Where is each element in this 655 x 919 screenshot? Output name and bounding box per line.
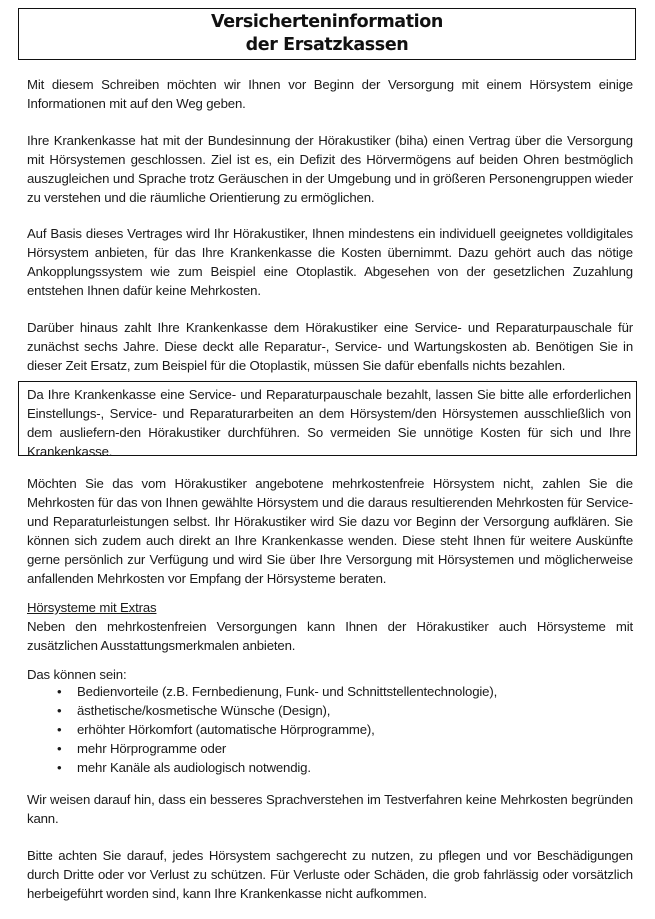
bullet-icon: •	[57, 722, 62, 737]
paragraph-basis: Auf Basis dieses Vertrages wird Ihr Hörakustiker, Ihnen mindestens ein individuell geeignetes volldigitales Hörsystem anbieten, für das Ihre Krankenkasse die Kosten übernimmt. Dazu gehört auch das nötige Ankopplungssystem wie zum Beispiel eine Otoplastik. Abgesehen von der gesetzlichen Zuzahlung entstehen Ihnen dafür keine Mehrkosten.	[27, 226, 633, 298]
paragraph-contract: Ihre Krankenkasse hat mit der Bundesinnung der Hörakustiker (biha) einen Vertrag über die Versorgung mit Hörsystemen geschlossen. Ziel ist es, ein Defizit des Hörvermögens auf beiden Ohren bestmöglich auszugleichen und Sprache trotz Geräuschen in der Umgebung und in größeren Personengruppen wieder zu verstehen und die räumliche Orientierung zu ermöglichen.	[27, 133, 633, 205]
bullet-icon: •	[57, 684, 62, 699]
list-item-text: Bedienvorteile (z.B. Fernbedienung, Funk- und Schnittstellentechnologie),	[77, 684, 498, 699]
list-item	[27, 701, 497, 720]
bullet-icon: •	[57, 741, 62, 756]
list-item	[27, 720, 497, 739]
list-item	[27, 758, 497, 777]
list-item	[27, 739, 497, 758]
paragraph-extra-costs: Möchten Sie das vom Hörakustiker angebotene mehrkostenfreie Hörsystem nicht, zahlen Sie die Mehrkosten für das von Ihnen gewählte Hörsystem und die daraus resultierenden Mehrkosten für Service- und Reparaturleistungen selbst. Ihr Hörakustiker wird Sie dazu vor Beginn der Versorgung aufklären. Sie können sich zudem auch direkt an Ihre Krankenkasse wenden. Diese steht Ihnen für weitere Auskünfte gerne persönlich zur Verfügung und wird Sie über Ihre Versorgung mit Hörsystemen und möglicherweise anfallenden Mehrkosten vor Empfang der Hörsysteme beraten.	[27, 476, 633, 586]
extras-list	[27, 682, 497, 777]
document-title-line2: der Ersatzkassen	[245, 35, 409, 55]
document-title-line1: Versicherteninformation	[211, 12, 443, 32]
paragraph-extras-text: Neben den mehrkostenfreien Versorgungen kann Ihnen der Hörakustiker auch Hörsysteme mit zusätzlichen Ausstattungsmerkmalen anbieten.	[27, 619, 633, 653]
list-item-text: mehr Kanäle als audiologisch notwendig.	[77, 760, 311, 775]
section-heading-extras: Hörsysteme mit Extras	[27, 600, 157, 615]
paragraph-intro: Mit diesem Schreiben möchten wir Ihnen vor Beginn der Versorgung mit einem Hörsystem einige Informationen mit auf den Weg geben.	[27, 77, 633, 111]
list-item-text: erhöhter Hörkomfort (automatische Hörprogramme),	[77, 722, 375, 737]
bullet-icon: •	[57, 760, 62, 775]
bullet-icon: •	[57, 703, 62, 718]
notice-box	[18, 381, 637, 459]
list-item-text: ästhetische/kosmetische Wünsche (Design),	[77, 703, 331, 718]
paragraph-care-note: Bitte achten Sie darauf, jedes Hörsystem sachgerecht zu nutzen, zu pflegen und vor Beschädigungen durch Dritte oder vor Verlust zu schützen. Für Verluste oder Schäden, die grob fahrlässig oder vorsätzlich herbeigeführt worden sind, kann Ihre Krankenkasse nicht aufkommen.	[27, 848, 633, 901]
list-item-text: mehr Hörprogramme oder	[77, 741, 227, 756]
paragraph-speech-note: Wir weisen darauf hin, dass ein besseres Sprachverstehen im Testverfahren keine Mehrkosten begründen kann.	[27, 792, 633, 826]
list-intro: Das können sein:	[27, 667, 127, 682]
document-title-box	[18, 8, 636, 60]
list-item	[27, 682, 497, 701]
paragraph-service: Darüber hinaus zahlt Ihre Krankenkasse dem Hörakustiker eine Service- und Reparaturpauschale für zunächst sechs Jahre. Diese deckt alle Reparatur-, Service- und Wartungskosten ab. Benötigen Sie in dieser Zeit Ersatz, zum Beispiel für die Otoplastik, müssen Sie dafür ebenfalls nichts bezahlen.	[27, 320, 633, 373]
paragraph-boxed-notice: Da Ihre Krankenkasse eine Service- und Reparaturpauschale bezahlt, lassen Sie bitte alle erforderlichen Einstellungs-, Service- und Reparaturarbeiten an dem Hörsystem/den Hörsystemen ausschließlich von dem ausliefern-den Hörakustiker durchführen. So vermeiden Sie unnötige Kosten für sich und Ihre Krankenkasse.	[27, 387, 631, 459]
